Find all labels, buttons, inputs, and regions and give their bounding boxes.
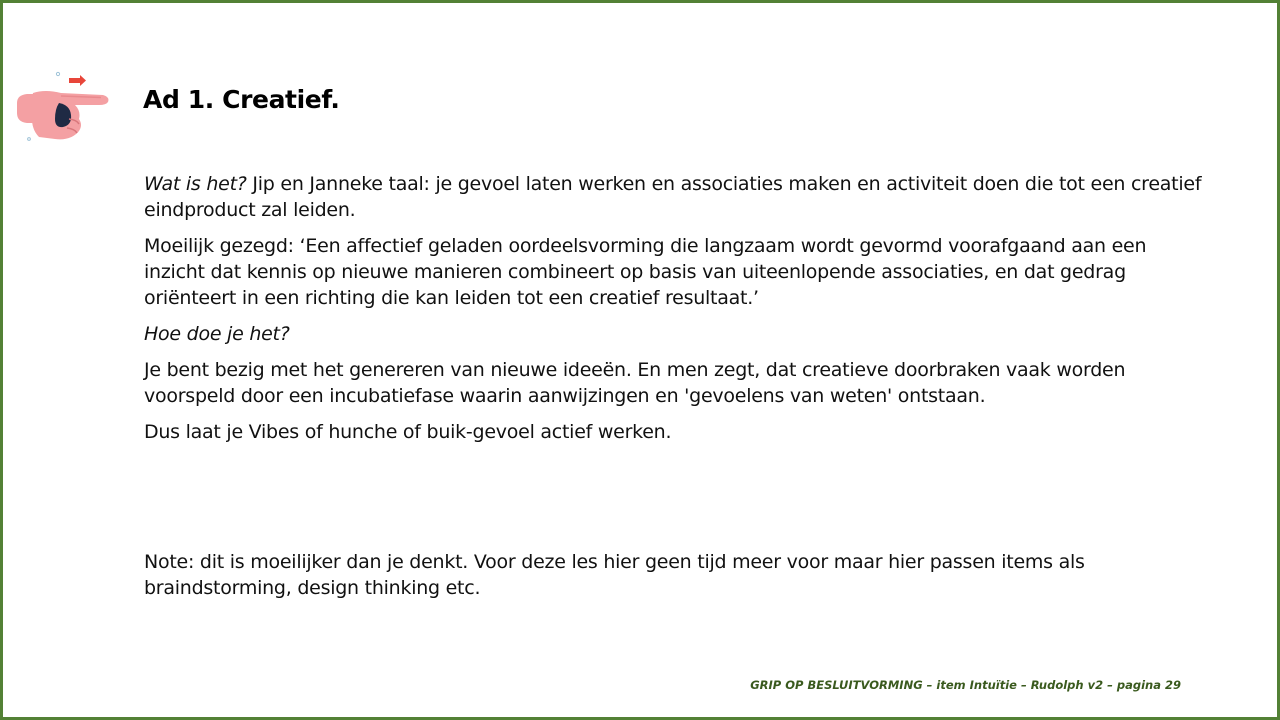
slide-body [144, 171, 1204, 455]
paragraph-generating-ideas: Je bent bezig met het genereren van nieuwe ideeën. En men zegt, dat creatieve doorbraken vaak worden voorspeld door een incubatiefase waarin aanwijzingen en 'gevoelens van weten' ontstaan. [144, 359, 1126, 407]
note-text: Note: dit is moeilijker dan je denkt. Voor deze les hier geen tijd meer voor maar hier passen items als braindstorming, design thinking etc. [144, 551, 1085, 599]
slide-footer: GRIP OP BESLUITVORMING – item Intuïtie – Rudolph v2 – pagina 29 [750, 678, 1181, 692]
question-what-is-it: Wat is het? [144, 173, 247, 195]
question-how-to: Hoe doe je het? [144, 323, 290, 345]
answer-what-is-it: Jip en Janneke taal: je gevoel laten werken en associaties maken en activiteit doen die tot een creatief eindproduct zal leiden. [144, 173, 1202, 221]
paragraph-vibes: Dus laat je Vibes of hunche of buik-gevoel actief werken. [144, 421, 672, 443]
paragraph-how-to [144, 321, 1204, 347]
pointing-hand-icon [15, 69, 111, 143]
slide-title: Ad 1. Creatief. [143, 85, 340, 114]
paragraph-what-is-it [144, 171, 1204, 223]
paragraph-difficult-definition: Moeilijk gezegd: ‘Een affectief geladen oordeelsvorming die langzaam wordt gevormd voorafgaand aan een inzicht dat kennis op nieuwe manieren combineert op basis van uiteenlopende associaties, en dat gedrag oriënteert in een richting die kan leiden tot een creatief resultaat.’ [144, 235, 1147, 309]
